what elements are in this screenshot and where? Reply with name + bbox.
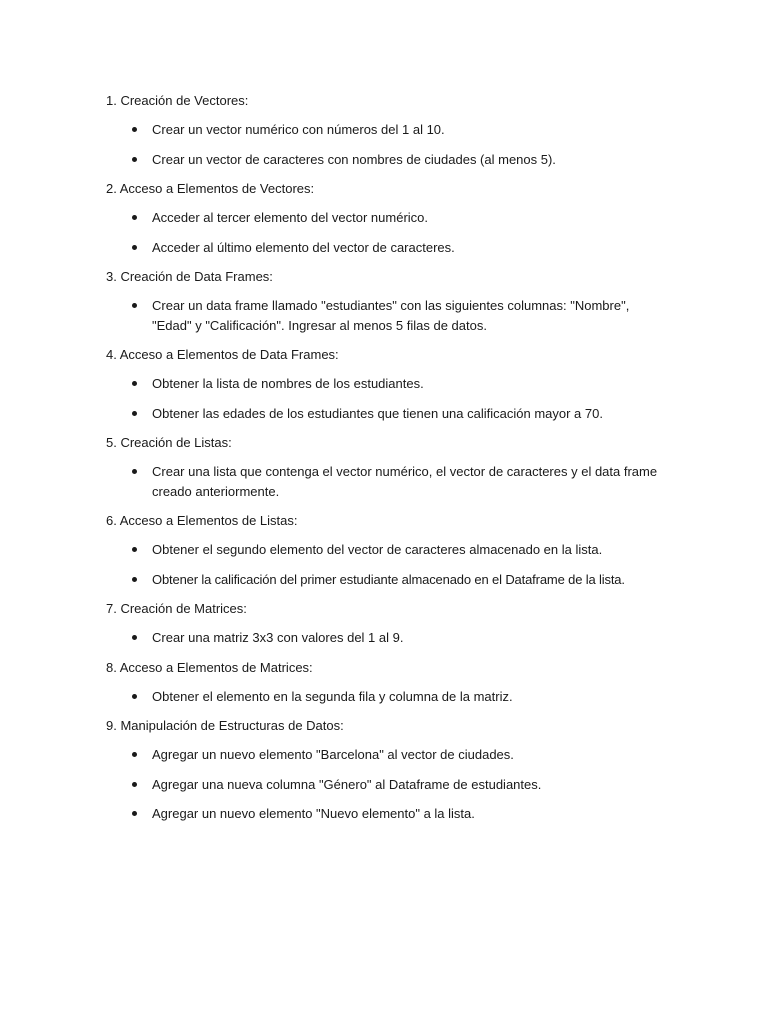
bullet-icon bbox=[132, 303, 137, 308]
section-8 bbox=[106, 658, 666, 707]
bullet-icon bbox=[132, 381, 137, 386]
list-item bbox=[106, 540, 666, 560]
list-item bbox=[106, 150, 666, 170]
bullet-icon bbox=[132, 215, 137, 220]
section-title: 6. Acceso a Elementos de Listas: bbox=[106, 513, 298, 528]
bullet-icon bbox=[132, 127, 137, 132]
list-item-text: Crear un data frame llamado "estudiantes" con las siguientes columnas: "Nombre", "Edad" y "Calificación". Ingresar al menos 5 filas de datos. bbox=[152, 298, 630, 333]
bullet-icon bbox=[132, 245, 137, 250]
list-item-text: Agregar un nuevo elemento "Nuevo elemento" a la lista. bbox=[152, 806, 475, 821]
section-title: 3. Creación de Data Frames: bbox=[106, 269, 273, 284]
bullet-list bbox=[106, 374, 666, 423]
list-item-text: Obtener las edades de los estudiantes que tienen una calificación mayor a 70. bbox=[152, 405, 603, 421]
list-item-text: Acceder al último elemento del vector de caracteres. bbox=[152, 239, 455, 255]
section-title: 5. Creación de Listas: bbox=[106, 435, 232, 450]
section-7 bbox=[106, 599, 666, 648]
list-item bbox=[106, 120, 666, 140]
bullet-icon bbox=[132, 577, 137, 582]
list-item bbox=[106, 628, 666, 648]
section-9 bbox=[106, 716, 666, 824]
bullet-icon bbox=[132, 469, 137, 474]
list-item bbox=[106, 570, 666, 590]
bullet-list bbox=[106, 745, 666, 824]
bullet-list bbox=[106, 540, 666, 589]
section-title: 4. Acceso a Elementos de Data Frames: bbox=[106, 347, 339, 362]
list-item-text: Obtener la lista de nombres de los estudiantes. bbox=[152, 376, 424, 391]
bullet-list bbox=[106, 628, 666, 648]
list-item bbox=[106, 745, 666, 765]
list-item bbox=[106, 296, 666, 335]
section-title: 8. Acceso a Elementos de Matrices: bbox=[106, 659, 313, 675]
list-item-text: Crear una matriz 3x3 con valores del 1 al 9. bbox=[152, 630, 404, 645]
bullet-icon bbox=[132, 694, 137, 699]
list-item bbox=[106, 238, 666, 258]
bullet-icon bbox=[132, 811, 137, 816]
bullet-icon bbox=[132, 782, 137, 787]
section-3 bbox=[106, 267, 666, 335]
bullet-list bbox=[106, 296, 666, 335]
bullet-icon bbox=[132, 411, 137, 416]
list-item bbox=[106, 208, 666, 228]
list-item-text: Obtener el segundo elemento del vector de caracteres almacenado en la lista. bbox=[152, 542, 603, 557]
bullet-list bbox=[106, 208, 666, 257]
list-item-text: Crear un vector numérico con números del 1 al 10. bbox=[152, 122, 445, 137]
list-item-text: Agregar una nueva columna "Género" al Dataframe de estudiantes. bbox=[152, 776, 542, 792]
bullet-icon bbox=[132, 752, 137, 757]
section-title: 7. Creación de Matrices: bbox=[106, 601, 247, 616]
list-item bbox=[106, 775, 666, 795]
section-title: 2. Acceso a Elementos de Vectores: bbox=[106, 181, 315, 196]
section-2 bbox=[106, 179, 666, 257]
bullet-icon bbox=[132, 635, 137, 640]
list-item bbox=[106, 374, 666, 394]
bullet-icon bbox=[132, 157, 137, 162]
section-4 bbox=[106, 345, 666, 423]
section-title: 9. Manipulación de Estructuras de Datos: bbox=[106, 718, 344, 733]
section-5 bbox=[106, 433, 666, 501]
section-1 bbox=[106, 91, 666, 169]
section-title: 1. Creación de Vectores: bbox=[106, 93, 249, 108]
list-item-text: Obtener la calificación del primer estudiante almacenado en el Dataframe de la lista. bbox=[152, 571, 625, 587]
bullet-list bbox=[106, 687, 666, 707]
list-item bbox=[106, 804, 666, 824]
list-item-text: Acceder al tercer elemento del vector numérico. bbox=[152, 210, 429, 225]
list-item-text: Crear un vector de caracteres con nombres de ciudades (al menos 5). bbox=[152, 151, 556, 167]
bullet-list bbox=[106, 462, 666, 501]
list-item bbox=[106, 687, 666, 707]
exercise-list bbox=[106, 91, 666, 834]
list-item bbox=[106, 404, 666, 424]
list-item bbox=[106, 462, 666, 501]
section-6 bbox=[106, 511, 666, 589]
list-item-text: Obtener el elemento en la segunda fila y columna de la matriz. bbox=[152, 688, 513, 704]
list-item-text: Crear una lista que contenga el vector numérico, el vector de caracteres y el data frame creado anteriormente. bbox=[152, 464, 658, 499]
bullet-list bbox=[106, 120, 666, 169]
list-item-text: Agregar un nuevo elemento "Barcelona" al vector de ciudades. bbox=[152, 747, 514, 762]
bullet-icon bbox=[132, 547, 137, 552]
